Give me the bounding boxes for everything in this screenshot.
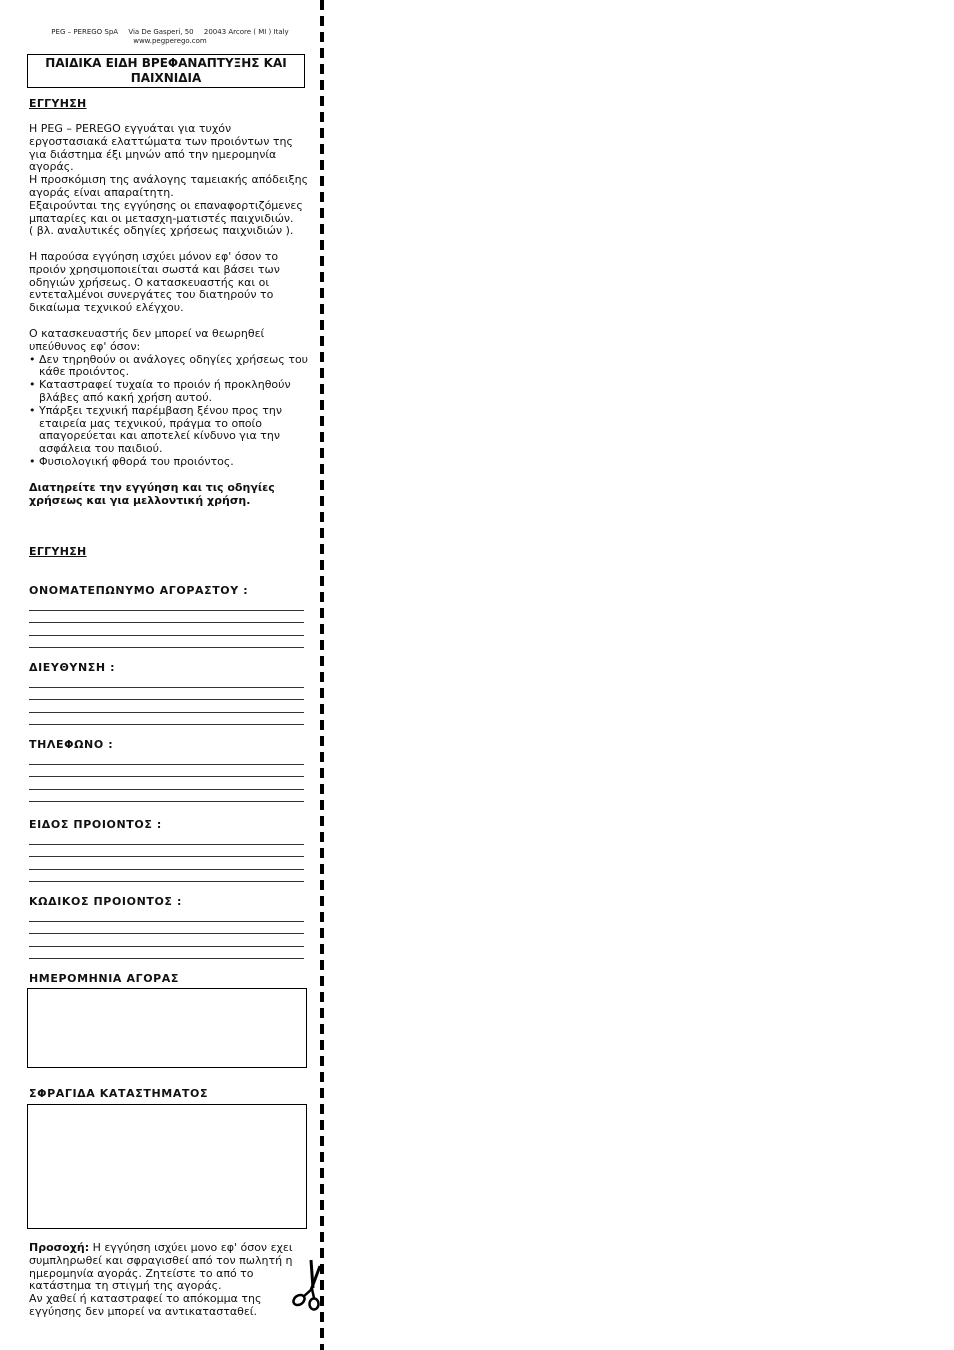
warranty-heading-2: ΕΓΓΥΗΣΗ [29, 545, 87, 558]
product-code-lines[interactable] [29, 909, 304, 959]
keep-note: Διατηρείτε την εγγύηση και τις οδηγίες χρήσεως και για μελλοντική χρήση. [29, 481, 275, 507]
company-city: 20043 Arcore ( MI ) Italy [203, 28, 289, 36]
list-item: • Καταστραφεί τυχαία το προιόν ή προκληθούν βλάβες από κακή χρήση αυτού. [29, 379, 311, 405]
product-type-label: ΕΙΔΟΣ ΠΡΟΙΟΝΤΟΣ : [29, 818, 162, 831]
purchase-date-label: ΗΜΕΡΟΜΗΝΙΑ ΑΓΟΡΑΣ [29, 972, 180, 985]
buyer-name-label: ΟΝΟΜΑΤΕΠΩΝΥΜΟ ΑΓΟΡΑΣΤΟΥ : [29, 584, 249, 597]
liability-list [29, 354, 311, 469]
address-label: ΔΙΕΥΘΥΝΣΗ : [29, 661, 116, 674]
product-code-label: ΚΩΔΙΚΟΣ ΠΡΟΙΟΝΤΟΣ : [29, 895, 182, 908]
cut-line [320, 0, 324, 1350]
paragraph-liability: Ο κατασκευαστής δεν μπορεί να θεωρηθεί υπεύθυνος εφ' όσον: • Δεν τηρηθούν οι ανάλογες οδηγίες χρήσεως του κάθε προιόντος. • Καταστραφεί τυχαία το προιόν ή προκληθούν βλάβες από κακή χρήση αυτού. • Υπάρξει τεχνική παρέμβαση ξένου προς την εταιρεία μας τεχνικού, πράγμα το οποίο απαγορεύεται και αποτελεί κίνδυνο για την ασφάλεια του παιδιού. • Φυσιολογική φθορά του προιόντος. [29, 328, 311, 469]
purchase-date-box[interactable] [27, 988, 307, 1068]
notice-label: Προσοχή: [29, 1241, 90, 1254]
scissors-icon [287, 1258, 327, 1314]
company-address: Via De Gasperi, 50 [128, 28, 194, 36]
company-name: PEG – PEREGO SpA [51, 28, 119, 36]
list-item: • Υπάρξει τεχνική παρέμβαση ξένου προς την εταιρεία μας τεχνικού, πράγμα το οποίο απαγορεύεται και αποτελεί κίνδυνο για την ασφάλεια του παιδιού. [29, 405, 311, 456]
notice-text: Η εγγύηση ισχύει μονο εφ' όσον εχει συμπληρωθεί και σφραγισθεί από τον πωλητή η ημερομηνία αγοράς. Ζητείστε το από το κατάστημα τη στιγμή της αγοράς. [29, 1241, 293, 1293]
store-stamp-box[interactable] [27, 1104, 307, 1229]
paragraph-warranty-terms: Η PEG – PEREGO εγγυάται για τυχόν εργοστασιακά ελαττώματα των προιόντων της για διάστημα έξι μηνών από την ημερομηνία αγοράς. Η προσκόμιση της ανάλογης ταμειακής απόδειξης αγοράς είναι απαραίτητη. Εξαιρούνται της εγγύησης οι επαναφορτιζόμενες μπαταρίες και οι μετασχη-ματιστές παιχνιδιών. ( βλ. αναλυτικές οδηγίες χρήσεως παιχνιδιών ). [29, 122, 309, 238]
list-item: • Δεν τηρηθούν οι ανάλογες οδηγίες χρήσεως του κάθε προιόντος. [29, 354, 311, 380]
company-header [29, 28, 311, 46]
product-type-lines[interactable] [29, 832, 304, 882]
paragraph-validity: Η παρούσα εγγύηση ισχύει μόνον εφ' όσον το προιόν χρησιμοποιείται σωστά και βάσει των οδηγιών χρήσεως. Ο κατασκευαστής και οι εντεταλμένοι συνεργάτες του διατηρούν το δικαίωμα τεχνικού ελέγχου. [29, 250, 280, 315]
address-lines[interactable] [29, 675, 304, 725]
phone-label: ΤΗΛΕΦΩΝΟ : [29, 738, 114, 751]
buyer-name-lines[interactable] [29, 598, 304, 648]
notice-text-2: Αν χαθεί ή καταστραφεί το απόκομμα της εγγύησης δεν μπορεί να αντικατασταθεί. [29, 1292, 262, 1318]
phone-lines[interactable] [29, 752, 304, 802]
notice [29, 1242, 301, 1319]
list-item: • Φυσιολογική φθορά του προιόντος. [29, 456, 311, 469]
store-stamp-label: ΣΦΡΑΓΙΔΑ ΚΑΤΑΣΤΗΜΑΤΟΣ [29, 1087, 209, 1100]
company-website: www.pegperego.com [133, 37, 207, 45]
document-title: ΠΑΙΔΙΚΑ ΕΙΔΗ ΒΡΕΦΑΝΑΠΤΥΞΗΣ ΚΑΙ ΠΑΙΧΝΙΔΙΑ [27, 54, 305, 88]
warranty-heading: ΕΓΓΥΗΣΗ [29, 97, 87, 110]
